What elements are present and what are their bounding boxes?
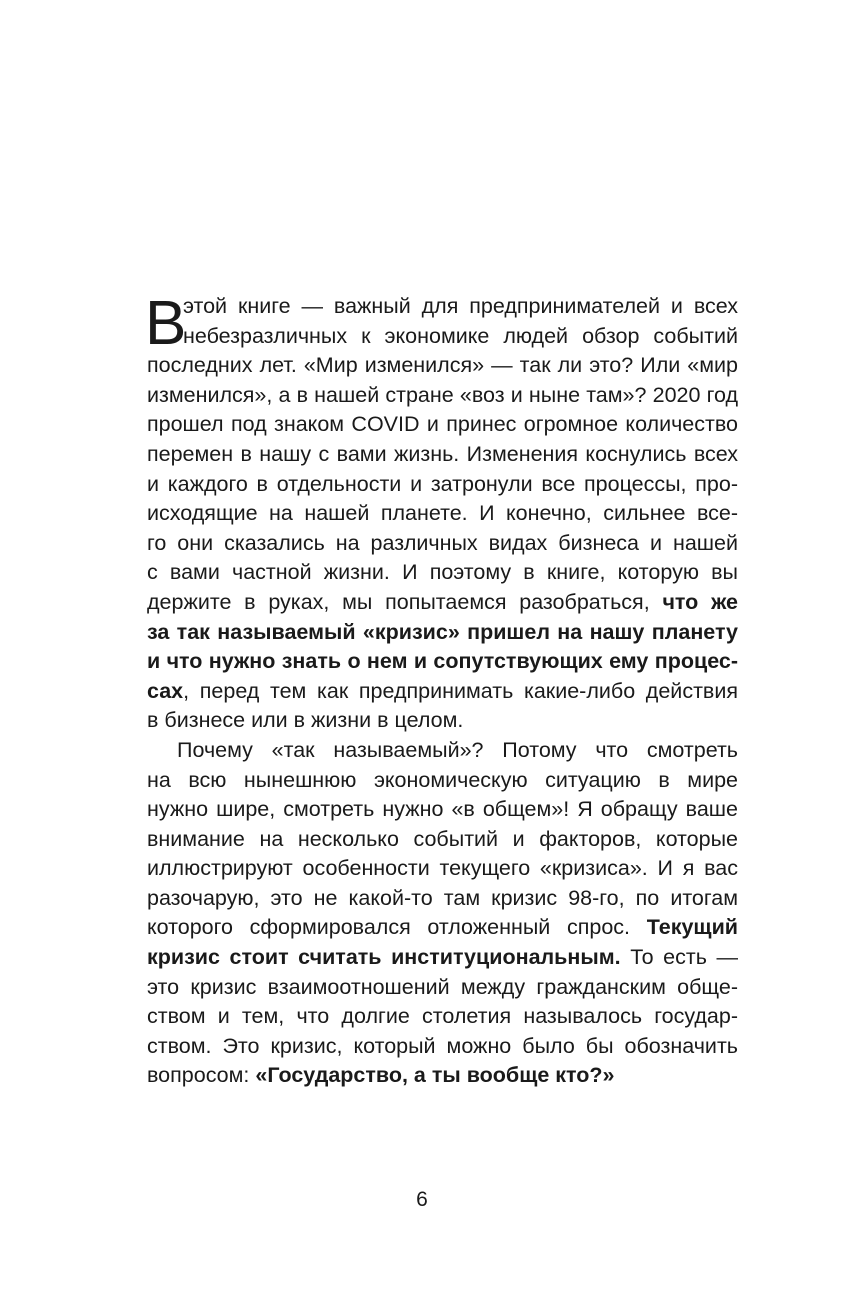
- text-line: разочарую, это не какой-то там кризис 98-го, по итогам: [147, 885, 738, 910]
- text-line: Почему «так называемый»? Потому что смотреть: [177, 737, 738, 762]
- text-line: этой книге — важный для предпринимателей и всех: [183, 294, 738, 318]
- text-line: прошел под знаком COVID и принес огромное количество: [147, 412, 738, 437]
- page-number: 6: [416, 1188, 428, 1211]
- body-text: [145, 289, 738, 1091]
- text-line: ством и тем, что долгие столетия называлось государ-: [147, 1004, 738, 1029]
- text-line: ством. Это кризис, который можно было бы обозначить: [147, 1033, 738, 1058]
- text-line: это кризис взаимоотношений между гражданским обще-: [147, 974, 738, 999]
- bold-text: кризис стоит считать институциональным.: [147, 945, 621, 970]
- text-line: вопросом: «Государство, а ты вообще кто?»: [147, 1063, 615, 1088]
- text-line: иллюстрируют особенности текущего «кризиса». И я вас: [147, 856, 738, 881]
- text-line: перемен в нашу с вами жизнь. Изменения коснулись всех: [147, 441, 738, 466]
- text-line: держите в руках, мы попытаемся разобраться, что же: [147, 589, 738, 614]
- text-line: на всю нынешнюю экономическую ситуацию в мире: [147, 767, 738, 792]
- text-line: го они сказались на различных видах бизнеса и нашей: [147, 530, 738, 555]
- drop-cap: В: [145, 289, 187, 358]
- text-line: с вами частной жизни. И поэтому в книге, которую вы: [147, 560, 738, 585]
- bold-text: Текущий: [646, 915, 738, 940]
- text-line: внимание на несколько событий и факторов, которые: [147, 826, 738, 851]
- text-line: и каждого в отдельности и затронули все процессы, про-: [147, 471, 738, 496]
- text-line: которого сформировался отложенный спрос. Текущий: [147, 915, 738, 940]
- text-line: [147, 618, 738, 648]
- text-line: исходящие на нашей планете. И конечно, сильнее все-: [147, 501, 738, 526]
- text-line: кризис стоит считать институциональным. То есть —: [147, 945, 738, 970]
- bold-text: сах: [147, 678, 184, 703]
- bold-text: и что нужно знать о нем и сопутствующих ему процес-: [147, 649, 738, 674]
- text-line: в бизнесе или в жизни в целом.: [147, 708, 464, 733]
- text-line: небезразличных к экономике людей обзор событий: [183, 323, 738, 348]
- text-line: последних лет. «Мир изменился» — так ли это? Или «мир: [147, 353, 738, 378]
- bold-text: за так называемый «кризис» пришел на нашу планету: [147, 619, 738, 644]
- bold-text: «Государство, а ты вообще кто?»: [255, 1063, 615, 1088]
- text-line: нужно шире, смотреть нужно «в общем»! Я обращу ваше: [147, 797, 738, 822]
- bold-text: что же: [662, 589, 738, 614]
- text-line: изменился», а в нашей стране «воз и ныне там»? 2020 год: [147, 382, 738, 407]
- text-line: [147, 647, 738, 677]
- text-line: сах, перед тем как предпринимать какие-либо действия: [147, 678, 738, 703]
